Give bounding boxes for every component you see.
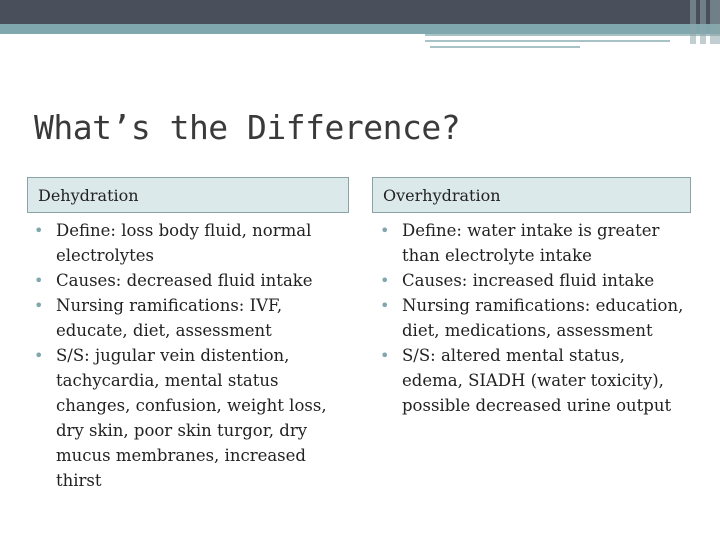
bullet-icon: • [380, 221, 390, 240]
bullet-icon: • [380, 346, 390, 365]
bullet-icon: • [34, 346, 44, 365]
bullet-text: S/S: jugular vein distention, tachycardia, mental status changes, confusion, weight loss, dry skin, poor skin turgor, dry mucus membranes, increased thirst [56, 346, 327, 490]
bullet-text: S/S: altered mental status, edema, SIADH (water toxicity), possible decreased urine output [402, 346, 672, 415]
decor-line [425, 40, 670, 42]
bullet-text: Causes: increased fluid intake [402, 271, 655, 290]
bullet-icon: • [34, 296, 44, 315]
overhydration-header: Overhydration [372, 177, 691, 213]
decor-line [430, 46, 580, 48]
list-item [376, 293, 686, 343]
bullet-icon: • [34, 271, 44, 290]
dehydration-list [30, 218, 348, 493]
list-item [30, 218, 348, 268]
dehydration-header: Dehydration [27, 177, 349, 213]
bullet-icon: • [380, 296, 390, 315]
top-decor-bar [0, 0, 720, 24]
bullet-text: Nursing ramifications: education, diet, medications, assessment [402, 296, 684, 340]
decor-line [425, 34, 720, 36]
bullet-text: Nursing ramifications: IVF, educate, diet, assessment [56, 296, 283, 340]
list-item [30, 343, 348, 493]
list-item [376, 218, 686, 268]
list-item [30, 293, 348, 343]
bullet-text: Define: loss body fluid, normal electrolytes [56, 221, 312, 265]
slide-title: What’s the Difference? [34, 108, 461, 147]
list-item [376, 343, 686, 418]
list-item [376, 268, 686, 293]
bullet-icon: • [34, 221, 44, 240]
overhydration-list [376, 218, 686, 418]
bullet-icon: • [380, 271, 390, 290]
decor-corner-stripes [690, 0, 720, 44]
bullet-text: Define: water intake is greater than electrolyte intake [402, 221, 660, 265]
top-accent-band [0, 24, 720, 34]
bullet-text: Causes: decreased fluid intake [56, 271, 313, 290]
list-item [30, 268, 348, 293]
